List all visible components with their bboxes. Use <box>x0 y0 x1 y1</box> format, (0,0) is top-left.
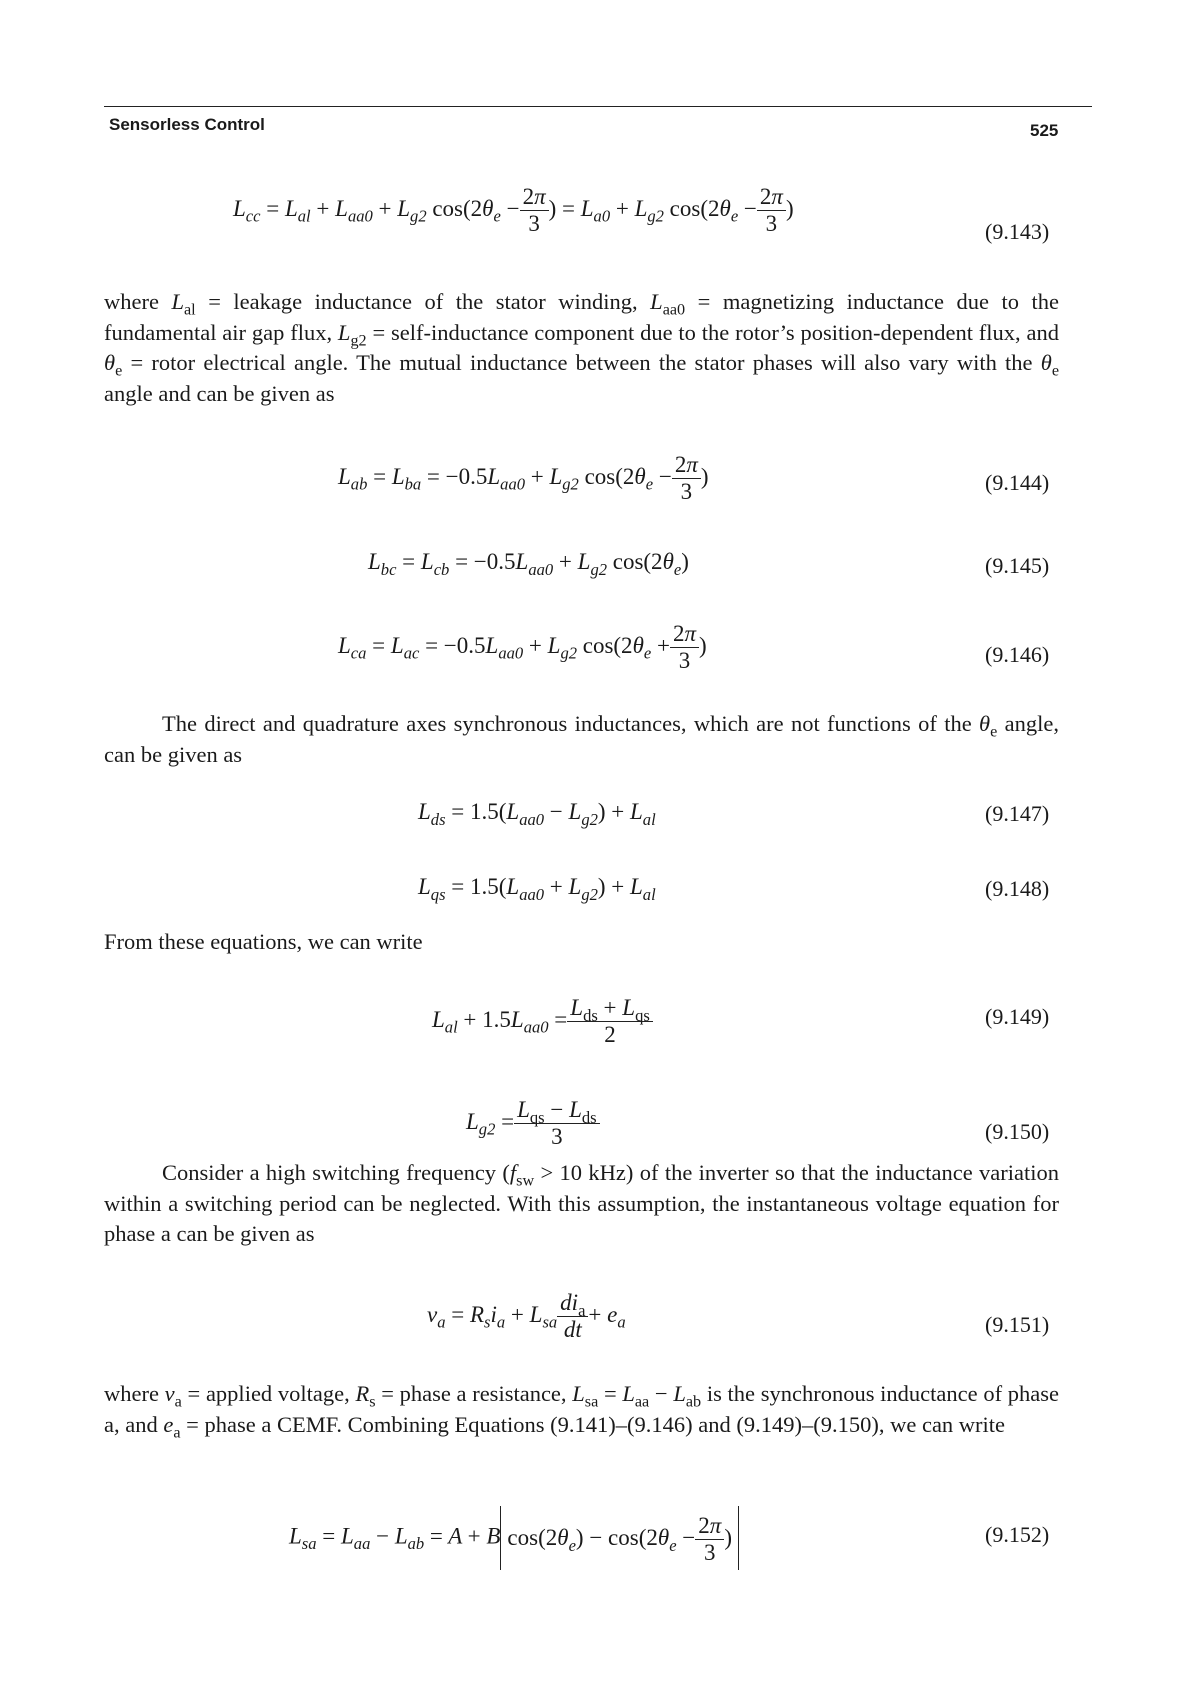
equation-9-144: $L_{ab} = L_{ba} = -0.5L_{aa0} + L_{g2}$ $\cos(2\theta_e$ − $\frac{2\pi}{3}$ ) <box>338 452 709 504</box>
equation-number: (9.145) <box>985 553 1050 578</box>
equation-9-151: $v_a = R_si_a + L_{sa}$ $\frac{di_a}{dt}$ + $e_a$ <box>427 1290 626 1342</box>
running-head: Sensorless Control <box>109 115 265 134</box>
page-number: 525 <box>1030 121 1059 140</box>
equation-9-145: $L_{bc} = L_{cb} = -0.5L_{aa0} + L_{g2}$ $\cos(2\theta_e)$ <box>368 549 689 579</box>
equation-9-152: $L_{sa} = L_{aa} - L_{ab} = A + B$ $\cos(2\theta_e) - \cos(2\theta_e$ − $\frac{2\pi}{3}$ ) <box>289 1506 739 1570</box>
equation-number: (9.152) <box>985 1522 1050 1547</box>
equation-number: (9.146) <box>985 642 1050 667</box>
equation-9-147: $L_{ds} = 1.5(L_{aa0} - L_{g2}) + L_{al}$ <box>418 799 656 829</box>
paragraph: Consider a high switching frequency ($f_{sw} > 10$ kHz) of the inverter so that the inductance variation within a switching period can be neglected. With this assumption, the instantaneous voltage equation for phase a can be given as <box>104 1160 1059 1246</box>
equation-9-143: $L_{cc} = L_{al} + L_{aa0} + L_{g2}$ $\cos(2\theta_e$ − $\frac{2\pi}{3}$ ) = $L_{a0} + L_{g2}$ $\cos(2\theta_e$ − $\frac{2\pi}{3}$ ) <box>233 184 794 236</box>
equation-9-148: $L_{qs} = 1.5(L_{aa0} + L_{g2}) + L_{al}$ <box>418 874 656 904</box>
equation-number: (9.151) <box>985 1312 1050 1337</box>
equation-number: (9.147) <box>985 801 1050 826</box>
equation-number: (9.143) <box>985 219 1050 244</box>
equation-number: (9.150) <box>985 1119 1050 1144</box>
equation-9-149: $L_{al} + 1.5L_{aa0}$ = $\frac{L_{ds} + L_{qs}}{2}$ <box>432 995 653 1048</box>
header-rule <box>104 106 1092 107</box>
paragraph: where $v_a$ = applied voltage, $R_s$ = phase a resistance, $L_{sa} = L_{aa} - L_{ab}$ is the synchronous inductance of phase a, and $e_a$ = phase a CEMF. Combining Equations (9.141)–(9.146) and (9.149)–(9.150), we can write <box>104 1381 1059 1442</box>
paragraph: where $L_{al}$ = leakage inductance of the stator winding, $L_{aa0}$ = magnetizing inductance due to the fundamental air gap flux, $L_{g2}$ = self-inductance component due to the rotor’s position-dependent flux, and $\theta_e$ = rotor electrical angle. The mutual inductance between the stator phases will also vary with the $\theta_e$ angle and can be given as <box>104 289 1060 406</box>
equation-number: (9.148) <box>985 876 1050 901</box>
paragraph: From these equations, we can write <box>104 929 423 954</box>
equation-number: (9.144) <box>985 470 1050 495</box>
equation-9-146: $L_{ca} = L_{ac} = -0.5L_{aa0} + L_{g2}$ $\cos(2\theta_e$ + $\frac{2\pi}{3}$ ) <box>338 621 707 673</box>
equation-number: (9.149) <box>985 1004 1050 1029</box>
equation-9-150: $L_{g2}$ = $\frac{L_{qs} - L_{ds}}{3}$ <box>466 1097 600 1150</box>
paragraph: The direct and quadrature axes synchronous inductances, which are not functions of the $\theta_e$ angle, can be given as <box>104 711 1059 767</box>
